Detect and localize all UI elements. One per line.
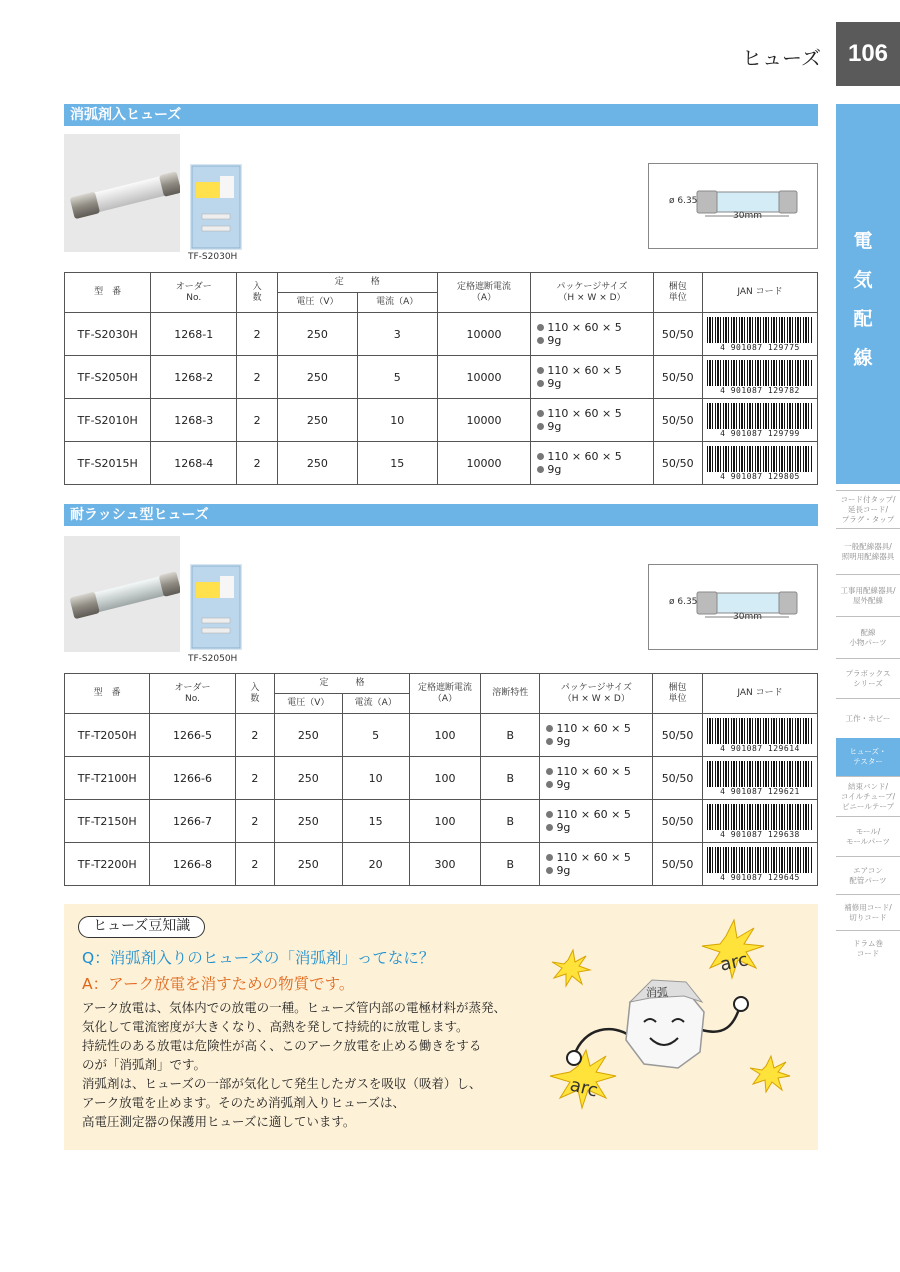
col-header-jan: JAN コード: [702, 273, 817, 313]
voltage-cell: 250: [275, 757, 342, 800]
voltage-cell: 250: [275, 843, 342, 886]
knowledge-line: のが「消弧剤」です。: [82, 1057, 207, 1072]
table-row: [65, 313, 818, 356]
jan-number: 4 901087 129775: [720, 342, 800, 352]
order-cell: 1266-5: [150, 714, 235, 757]
model-cell: TF-T2050H: [65, 714, 150, 757]
bullet-icon: [537, 466, 544, 473]
sidebar-item[interactable]: 補修用コード/ 切りコード: [836, 894, 900, 930]
col-header-voltage: 電圧（V）: [275, 694, 342, 714]
package-image: [190, 164, 242, 250]
melt-cell: B: [481, 800, 540, 843]
package-cell: [540, 843, 653, 886]
breaking-cell: 10000: [437, 313, 531, 356]
package-weight: 9g: [547, 334, 562, 347]
sidebar-category-char: 気: [853, 269, 873, 291]
col-header-order: オーダー No.: [151, 273, 237, 313]
order-cell: 1266-8: [150, 843, 235, 886]
model-cell: TF-S2030H: [65, 313, 151, 356]
table-header-row: [65, 674, 818, 694]
jan-cell: [702, 442, 817, 485]
fuse-dimension-diagram: [649, 565, 819, 651]
package-size: 110 × 60 × 5: [556, 765, 631, 778]
knowledge-body: [82, 998, 506, 1131]
package-weight: 9g: [556, 778, 571, 791]
package-weight: 9g: [556, 864, 571, 877]
bullet-icon: [546, 824, 553, 831]
barcode-icon: [707, 761, 813, 787]
voltage-cell: 250: [277, 356, 357, 399]
package-size: 110 × 60 × 5: [556, 808, 631, 821]
col-header-unit: 梱包 単位: [653, 674, 703, 714]
bullet-icon: [546, 725, 553, 732]
col-header-current: 電流（A）: [357, 293, 437, 313]
breaking-cell: 10000: [437, 399, 531, 442]
col-header-qty: 入 数: [237, 273, 278, 313]
col-header-rating: 定 格: [277, 273, 437, 293]
order-cell: 1266-7: [150, 800, 235, 843]
voltage-cell: 250: [277, 442, 357, 485]
sidebar-category-char: 電: [853, 230, 873, 252]
sidebar-item[interactable]: エアコン 配管パーツ: [836, 856, 900, 894]
knowledge-line: アーク放電は、気体内での放電の一種。ヒューズ管内部の電極材料が蒸発、: [82, 1000, 507, 1015]
knowledge-line: アーク放電を止めます。そのため消弧剤入りヒューズは、: [82, 1095, 406, 1110]
bullet-icon: [537, 337, 544, 344]
sidebar-item[interactable]: モール/ モールパーツ: [836, 816, 900, 856]
arc-character-illustration: [534, 916, 814, 1148]
section-title: 耐ラッシュ型ヒューズ: [64, 504, 818, 526]
unit-cell: 50/50: [653, 356, 702, 399]
sidebar-category: [836, 104, 900, 484]
sidebar-item[interactable]: 一般配線器具/ 照明用配線器具: [836, 528, 900, 574]
table-row: [65, 843, 818, 886]
jan-cell: [702, 757, 817, 800]
barcode-icon: [707, 804, 813, 830]
col-header-breaking: 定格遮断電流 （A）: [437, 273, 531, 313]
diameter-label: ø 6.35: [669, 196, 698, 206]
col-header-order: オーダー No.: [150, 674, 235, 714]
current-cell: 20: [342, 843, 409, 886]
sidebar-item[interactable]: ヒューズ・ テスター: [836, 738, 900, 776]
melt-cell: B: [481, 714, 540, 757]
character-hat-label: 消弧: [646, 986, 668, 999]
col-header-package: パッケージサイズ （H × W × D）: [540, 674, 653, 714]
qty-cell: 2: [235, 757, 275, 800]
bullet-icon: [546, 738, 553, 745]
bullet-icon: [537, 367, 544, 374]
jan-number: 4 901087 129638: [720, 829, 800, 839]
col-header-qty: 入 数: [235, 674, 275, 714]
barcode-icon: [707, 360, 813, 386]
col-header-package: パッケージサイズ （H × W × D）: [531, 273, 653, 313]
package-cell: [531, 442, 653, 485]
current-cell: 10: [342, 757, 409, 800]
qty-cell: 2: [237, 313, 278, 356]
jan-cell: [702, 399, 817, 442]
spec-table: [64, 272, 818, 485]
order-cell: 1268-2: [151, 356, 237, 399]
knowledge-line: 持続性のある放電は危険性が高く、このアーク放電を止める働きをする: [82, 1038, 482, 1053]
barcode-icon: [707, 718, 813, 744]
col-header-model: 型 番: [65, 273, 151, 313]
bullet-icon: [546, 811, 553, 818]
page-number: 106: [836, 22, 900, 86]
sidebar-item[interactable]: プラボックス シリーズ: [836, 658, 900, 698]
qty-cell: 2: [237, 356, 278, 399]
knowledge-box: [64, 904, 818, 1150]
table-row: [65, 757, 818, 800]
bullet-icon: [546, 781, 553, 788]
unit-cell: 50/50: [653, 843, 703, 886]
sidebar-item[interactable]: ドラム巻 コード: [836, 930, 900, 966]
breaking-cell: 10000: [437, 442, 531, 485]
product-photo: [64, 536, 180, 652]
unit-cell: 50/50: [653, 313, 702, 356]
col-header-melt: 溶断特性: [481, 674, 540, 714]
package-image: [190, 564, 242, 650]
sidebar-category-label: [836, 222, 890, 378]
fuse-image: [64, 134, 180, 252]
package-size: 110 × 60 × 5: [556, 851, 631, 864]
product-photo: [64, 134, 180, 252]
breaking-cell: 10000: [437, 356, 531, 399]
table-row: [65, 714, 818, 757]
arc-label-bottom: arc: [567, 1074, 601, 1102]
qty-cell: 2: [237, 442, 278, 485]
table-row: [65, 800, 818, 843]
unit-cell: 50/50: [653, 800, 703, 843]
model-cell: TF-T2150H: [65, 800, 150, 843]
unit-cell: 50/50: [653, 757, 703, 800]
voltage-cell: 250: [277, 313, 357, 356]
order-cell: 1268-3: [151, 399, 237, 442]
package-weight: 9g: [547, 377, 562, 390]
package-size: 110 × 60 × 5: [547, 364, 622, 377]
package-size: 110 × 60 × 5: [547, 407, 622, 420]
current-cell: 15: [342, 800, 409, 843]
table-row: [65, 399, 818, 442]
fuse-dimension-diagram: [649, 164, 819, 250]
current-cell: 15: [357, 442, 437, 485]
barcode-icon: [707, 446, 813, 472]
col-header-unit: 梱包 単位: [653, 273, 702, 313]
model-cell: TF-T2100H: [65, 757, 150, 800]
package-weight: 9g: [556, 735, 571, 748]
jan-cell: [702, 714, 817, 757]
current-cell: 5: [357, 356, 437, 399]
sidebar-list: [836, 490, 900, 966]
melt-cell: B: [481, 757, 540, 800]
package-caption: TF-S2050H: [188, 654, 238, 664]
barcode-icon: [707, 847, 813, 873]
barcode-icon: [707, 403, 813, 429]
qty-cell: 2: [235, 800, 275, 843]
unit-cell: 50/50: [653, 714, 703, 757]
breaking-cell: 300: [409, 843, 480, 886]
jan-number: 4 901087 129621: [720, 786, 800, 796]
bullet-icon: [546, 854, 553, 861]
barcode-icon: [707, 317, 813, 343]
bullet-icon: [546, 768, 553, 775]
col-header-breaking: 定格遮断電流 （A）: [409, 674, 480, 714]
diameter-label: ø 6.35: [669, 597, 698, 607]
package-size: 110 × 60 × 5: [556, 722, 631, 735]
table-header-row: [65, 273, 818, 293]
fuse-image: [64, 536, 180, 652]
model-cell: TF-S2050H: [65, 356, 151, 399]
package-cell: [540, 714, 653, 757]
bullet-icon: [537, 410, 544, 417]
package-size: 110 × 60 × 5: [547, 450, 622, 463]
knowledge-line: 高電圧測定器の保護用ヒューズに適しています。: [82, 1114, 356, 1129]
package-cell: [540, 800, 653, 843]
sidebar-category-char: 配: [853, 308, 873, 330]
col-header-model: 型 番: [65, 674, 150, 714]
jan-cell: [702, 843, 817, 886]
breaking-cell: 100: [409, 800, 480, 843]
col-header-rating: 定 格: [275, 674, 410, 694]
voltage-cell: 250: [277, 399, 357, 442]
package-caption: TF-S2030H: [188, 252, 238, 262]
jan-cell: [702, 313, 817, 356]
package-cell: [540, 757, 653, 800]
knowledge-question: Q：消弧剤入りのヒューズの「消弧剤」ってなに？: [82, 949, 435, 967]
bullet-icon: [537, 453, 544, 460]
current-cell: 10: [357, 399, 437, 442]
model-cell: TF-S2015H: [65, 442, 151, 485]
jan-number: 4 901087 129782: [720, 385, 800, 395]
jan-number: 4 901087 129805: [720, 471, 800, 481]
bullet-icon: [546, 867, 553, 874]
length-label: 30mm: [733, 211, 762, 221]
bullet-icon: [537, 423, 544, 430]
jan-number: 4 901087 129799: [720, 428, 800, 438]
bullet-icon: [537, 324, 544, 331]
unit-cell: 50/50: [653, 399, 702, 442]
spec-table: [64, 673, 818, 886]
dimension-drawing: [648, 163, 818, 249]
knowledge-badge: ヒューズ豆知識: [78, 916, 205, 938]
melt-cell: B: [481, 843, 540, 886]
col-header-jan: JAN コード: [702, 674, 817, 714]
model-cell: TF-T2200H: [65, 843, 150, 886]
qty-cell: 2: [235, 843, 275, 886]
package-cell: [531, 356, 653, 399]
qty-cell: 2: [235, 714, 275, 757]
col-header-voltage: 電圧（V）: [277, 293, 357, 313]
knowledge-line: 消弧剤は、ヒューズの一部が気化して発生したガスを吸収（吸着）し、: [82, 1076, 482, 1091]
sidebar-item[interactable]: 結束バンド/ コイルチューブ/ ビニールテープ: [836, 776, 900, 816]
package-cell: [531, 399, 653, 442]
package-weight: 9g: [547, 420, 562, 433]
voltage-cell: 250: [275, 800, 342, 843]
arc-label-top: arc: [718, 949, 750, 976]
length-label: 30mm: [733, 612, 762, 622]
package-cell: [531, 313, 653, 356]
knowledge-line: 気化して電流密度が大きくなり、高熱を発して持続的に放電します。: [82, 1019, 469, 1034]
voltage-cell: 250: [275, 714, 342, 757]
current-cell: 5: [342, 714, 409, 757]
package-weight: 9g: [556, 821, 571, 834]
unit-cell: 50/50: [653, 442, 702, 485]
jan-number: 4 901087 129614: [720, 743, 800, 753]
dimension-drawing: [648, 564, 818, 650]
sidebar-category-char: 線: [853, 347, 873, 369]
section-title: 消弧剤入ヒューズ: [64, 104, 818, 126]
table-row: [65, 442, 818, 485]
current-cell: 3: [357, 313, 437, 356]
knowledge-answer: A：アーク放電を消すための物質です。: [82, 975, 355, 993]
order-cell: 1266-6: [150, 757, 235, 800]
breaking-cell: 100: [409, 757, 480, 800]
package-size: 110 × 60 × 5: [547, 321, 622, 334]
order-cell: 1268-4: [151, 442, 237, 485]
bullet-icon: [537, 380, 544, 387]
sidebar-item[interactable]: 工事用配線器具/ 屋外配線: [836, 574, 900, 616]
sidebar-item[interactable]: 工作・ホビー: [836, 698, 900, 738]
jan-cell: [702, 800, 817, 843]
jan-cell: [702, 356, 817, 399]
package-weight: 9g: [547, 463, 562, 476]
spark-icon: [552, 950, 590, 986]
page-title: ヒューズ: [742, 46, 821, 70]
sidebar-item[interactable]: コード付タップ/ 延長コード/ プラグ・タップ: [836, 490, 900, 528]
order-cell: 1268-1: [151, 313, 237, 356]
breaking-cell: 100: [409, 714, 480, 757]
sidebar-item[interactable]: 配線 小物パーツ: [836, 616, 900, 658]
jan-number: 4 901087 129645: [720, 872, 800, 882]
table-row: [65, 356, 818, 399]
col-header-current: 電流（A）: [342, 694, 409, 714]
model-cell: TF-S2010H: [65, 399, 151, 442]
qty-cell: 2: [237, 399, 278, 442]
